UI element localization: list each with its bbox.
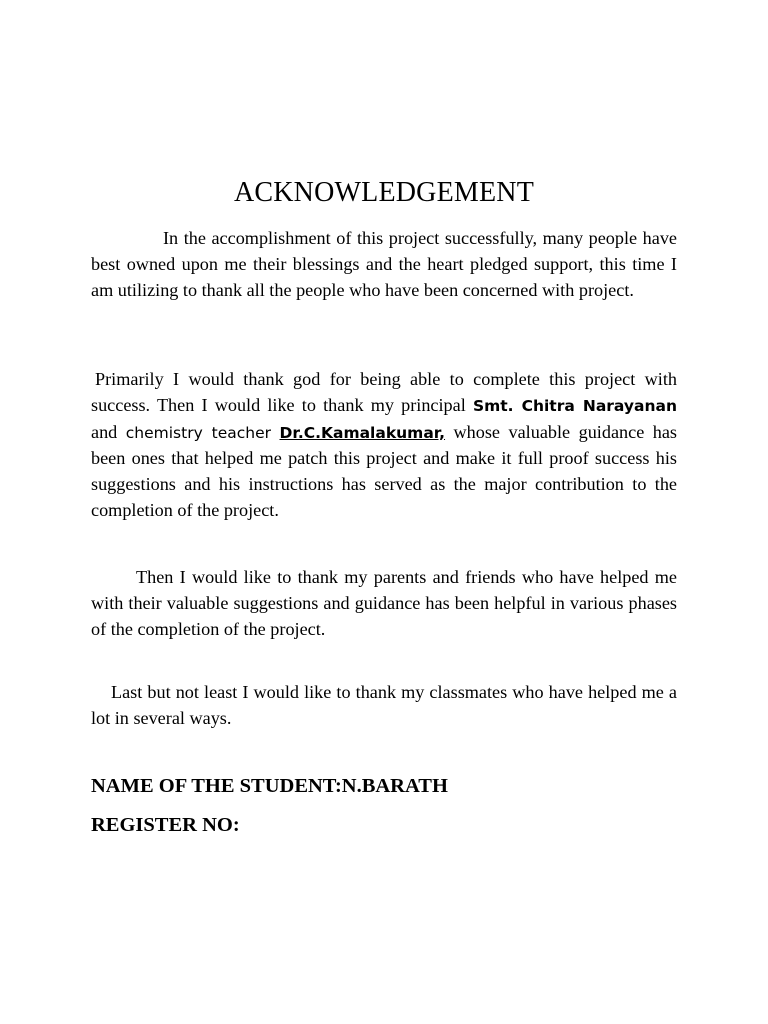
register-no-line: REGISTER NO: [91, 814, 240, 836]
paragraph-thanks-principal-teacher [91, 367, 677, 524]
teacher-name: Dr.C.Kamalakumar, [279, 423, 446, 442]
paragraph-text-after-teacher: whose valuable guidance has been ones that helped me patch this project and make it full proof success his suggestions and his instructions has served as the major contribution to the completion of the project. [91, 421, 678, 520]
teacher-role: chemistry teacher [125, 423, 271, 442]
principal-name: Smt. Chitra Narayanan [472, 396, 677, 415]
student-name-line: NAME OF THE STUDENT:N.BARATH [91, 775, 448, 797]
paragraph-thanks-classmates: Last but not least I would like to thank my classmates who have helped me a lot in several ways. [91, 682, 677, 728]
page-title: ACKNOWLEDGEMENT [233, 177, 535, 208]
paragraph-text-and: and [91, 421, 126, 442]
paragraph-intro: In the accomplishment of this project successfully, many people have best owned upon me their blessings and the heart pledged support, this time I am utilizing to thank all the people who have been concerned with project. [91, 228, 677, 300]
paragraph-text-before-principal: Primarily I would thank god for being able to complete this project with success. Then I would like to thank my principal [91, 369, 677, 415]
paragraph-thanks-parents: Then I would like to thank my parents and friends who have helped me with their valuable suggestions and guidance has been helpful in various phases of the completion of the project. [91, 567, 677, 639]
